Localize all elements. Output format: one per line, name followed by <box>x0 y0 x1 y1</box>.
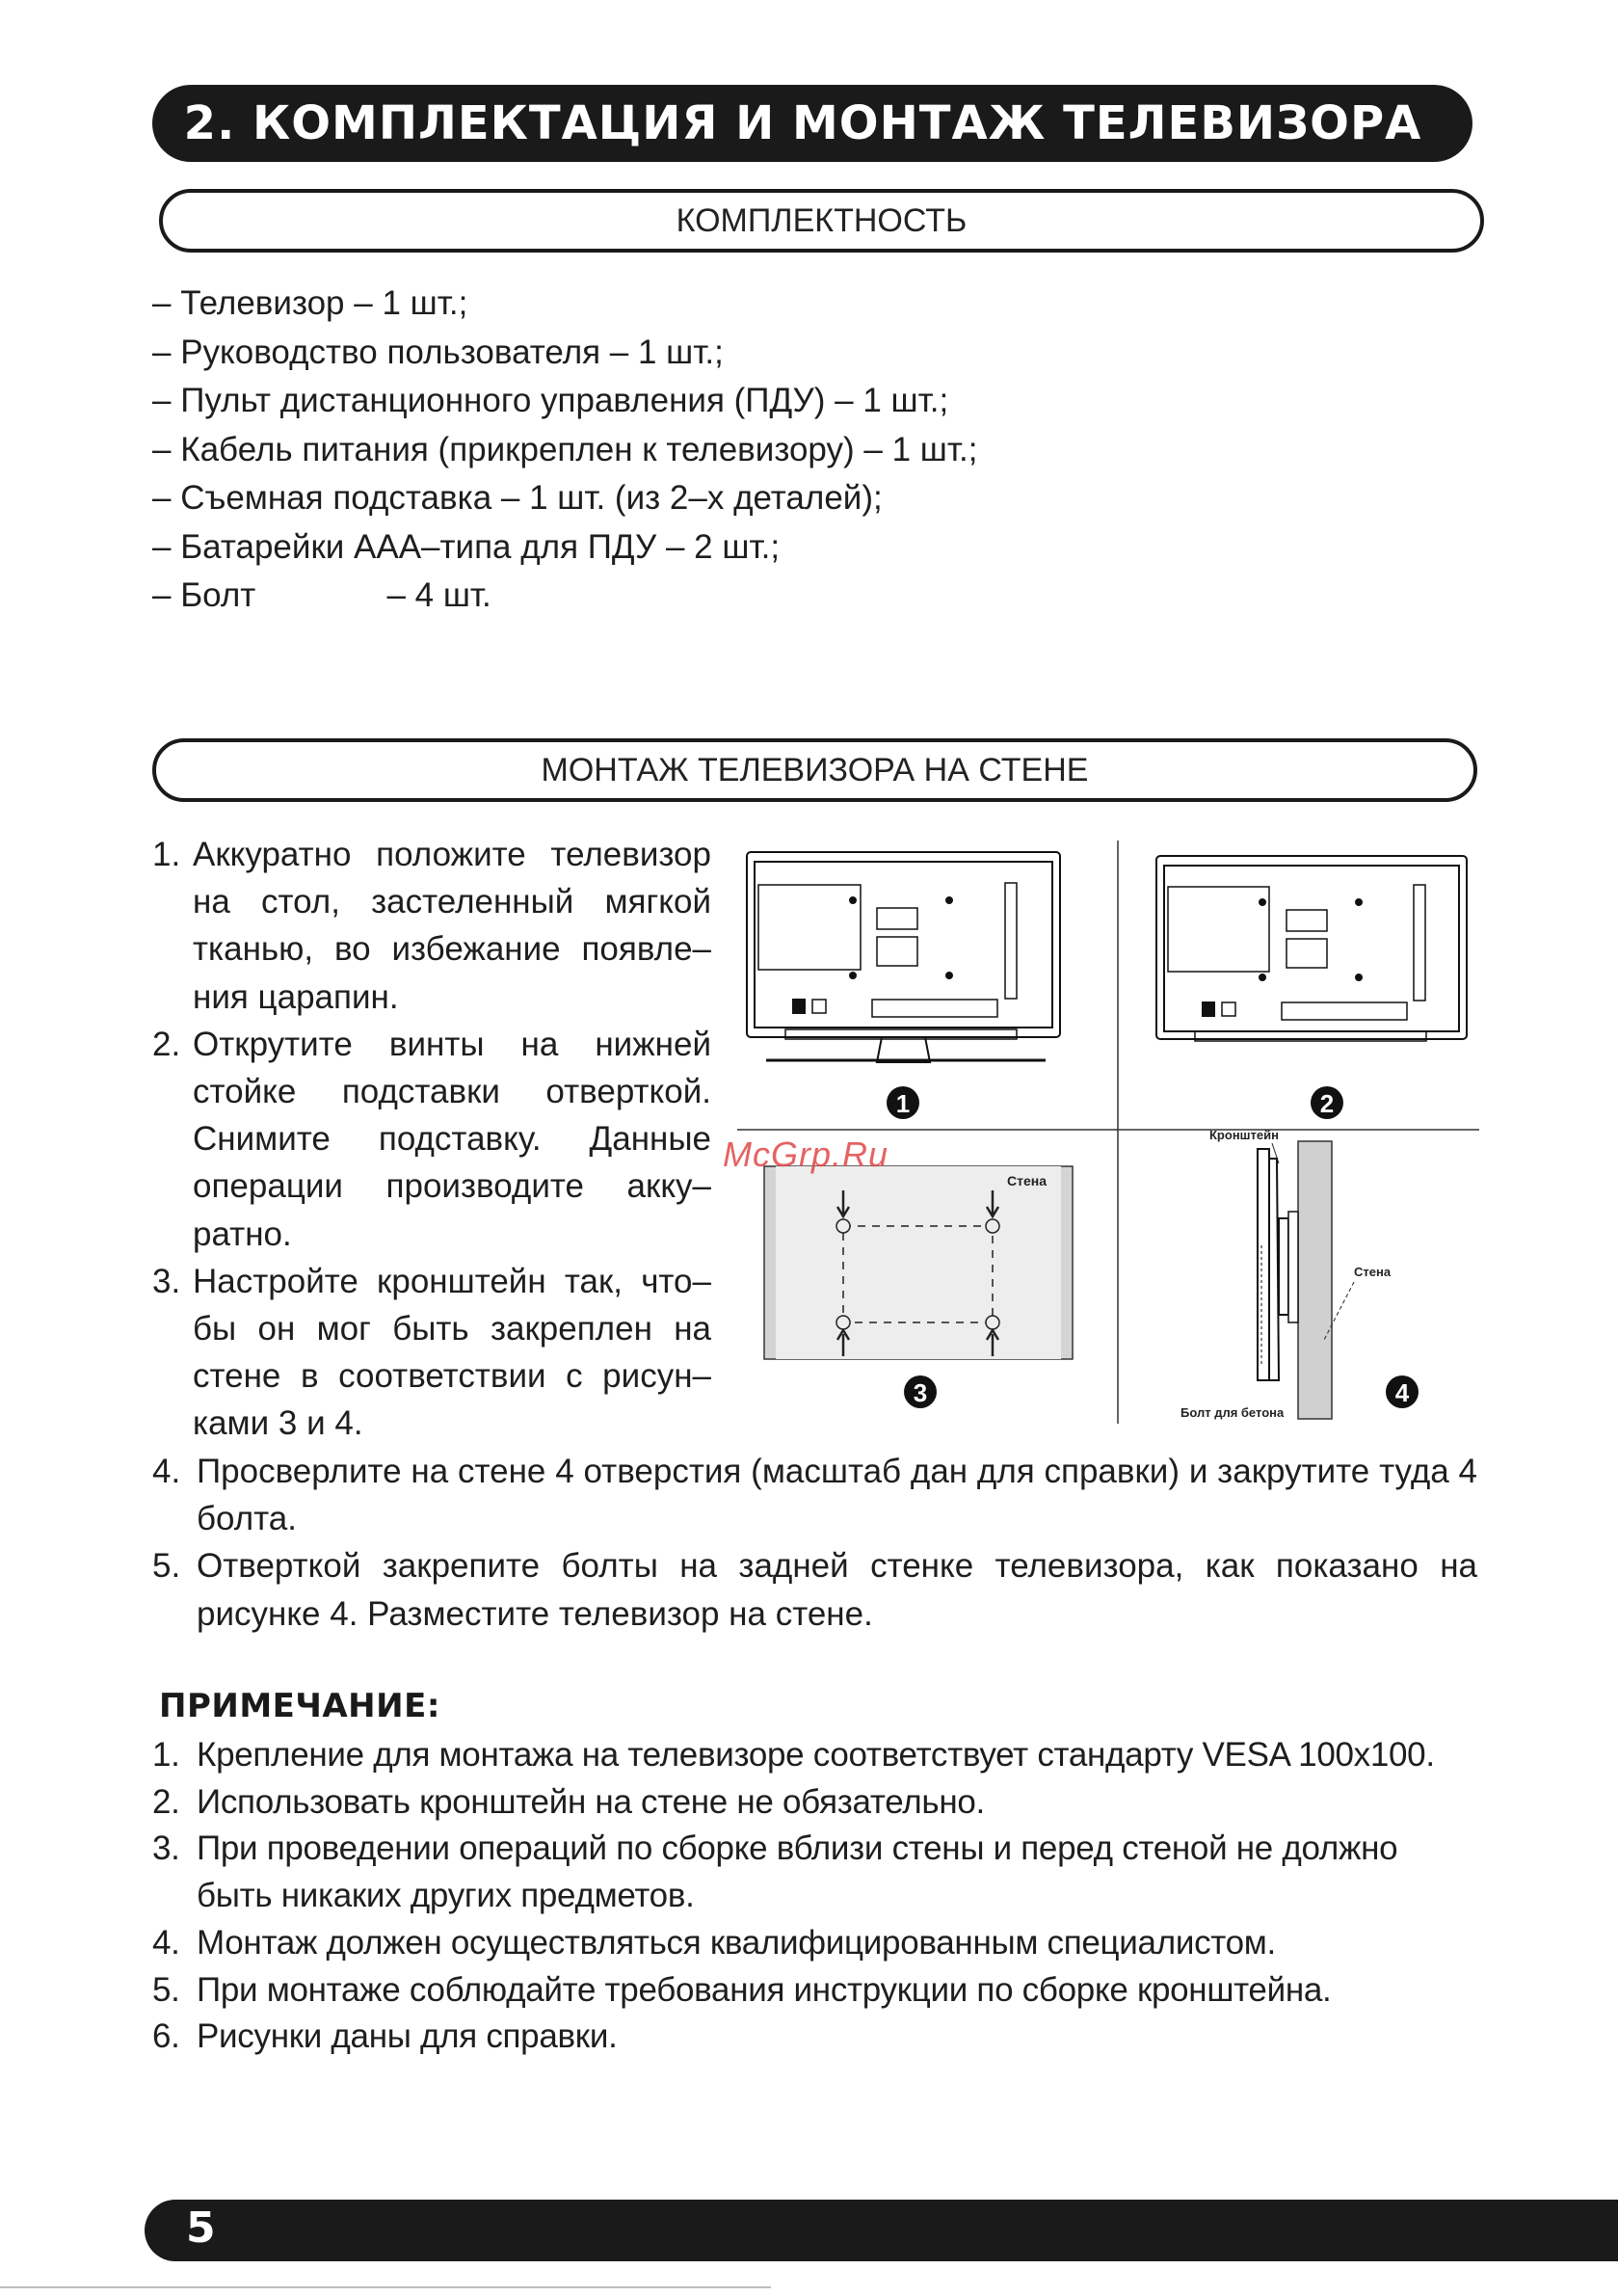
step-number: 5. <box>152 1547 181 1586</box>
tv-back-without-stand <box>1156 856 1467 1041</box>
page-title: 2. КОМПЛЕКТАЦИЯ И МОНТАЖ ТЕЛЕВИЗОРА <box>152 85 1472 162</box>
list-item: – Кабель питания (прикреплен к телевизору) – 1 шт.; <box>152 430 978 468</box>
mount-steps-wide <box>152 1448 1477 1638</box>
bottom-divider <box>0 2286 771 2288</box>
note-number: 3. <box>152 1829 180 1868</box>
list-item: – Съемная подставка – 1 шт. (из 2–х деталей); <box>152 479 883 517</box>
step-text: Аккуратно положите телевизор на стол, застеленный мягкой тканью, во избежание появле– ния царапин. <box>193 836 711 1016</box>
step-text: Просверлите на стене 4 отверстия (масштаб дан для справки) и закрутите туда 4 болта. <box>197 1453 1477 1538</box>
step-item <box>152 1542 1477 1637</box>
step-number: 3. <box>152 1262 181 1300</box>
note-item <box>152 1779 1482 1827</box>
note-item <box>152 1967 1482 2015</box>
bolt-label: Болт для бетона <box>1180 1405 1285 1420</box>
mount-steps <box>152 831 711 1448</box>
note-list <box>152 1732 1482 2061</box>
note-number: 2. <box>152 1782 180 1821</box>
note-text: Использовать кронштейн на стене не обязательно. <box>197 1782 985 1821</box>
step-number: 1. <box>152 836 181 873</box>
wall-section <box>1298 1141 1332 1419</box>
step-text: Настройте кронштейн так, что– бы он мог быть закреплен на стене в соответствии с рисун– ками 3 и 4. <box>193 1262 711 1443</box>
list-item: – Болт – 4 шт. <box>152 576 491 614</box>
list-item: – Батарейки ААА–типа для ПДУ – 2 шт.; <box>152 527 781 566</box>
step-text: Открутите винты на нижней стойке подставки отверткой. Снимите подставку. Данные операции производите акку– ратно. <box>193 1025 711 1253</box>
section-title-mount: МОНТАЖ ТЕЛЕВИЗОРА НА СТЕНЕ <box>541 751 1089 788</box>
note-title: ПРИМЕЧАНИЕ: <box>159 1687 440 1725</box>
watermark: McGrp.Ru <box>723 1135 889 1174</box>
note-item <box>152 1920 1482 1967</box>
step-item <box>152 831 711 1021</box>
section-header-mount <box>152 738 1477 802</box>
figure-number: 2 <box>1319 1089 1335 1118</box>
page-number: 5 <box>186 2203 216 2253</box>
figure-number: 4 <box>1394 1378 1410 1407</box>
note-item <box>152 2014 1482 2061</box>
bracket-label: Кронштейн <box>1209 1128 1279 1142</box>
step-item <box>152 1448 1477 1542</box>
contents-list <box>152 280 1116 621</box>
note-text: Крепление для монтажа на телевизоре соответствует стандарту VESA 100x100. <box>197 1736 1435 1774</box>
section-header-contents <box>159 189 1484 253</box>
list-item: – Пульт дистанционного управления (ПДУ) – 1 шт.; <box>152 382 949 419</box>
step-item <box>152 1258 711 1448</box>
figure-number: 3 <box>913 1378 928 1407</box>
note-text: Рисунки даны для справки. <box>197 2017 618 2056</box>
footer-bar <box>145 2200 1618 2261</box>
note-item <box>152 1732 1482 1779</box>
step-item <box>152 1021 711 1258</box>
wall-label: Стена <box>1007 1173 1047 1188</box>
figure-number: 1 <box>895 1089 911 1118</box>
list-item: – Телевизор – 1 шт.; <box>152 284 468 322</box>
note-number: 6. <box>152 2017 180 2056</box>
note-text: Монтаж должен осуществляться квалифицированным специалистом. <box>197 1923 1276 1962</box>
note-text: При монтаже соблюдайте требования инструкции по сборке кронштейна. <box>197 1970 1332 2009</box>
step-number: 4. <box>152 1453 181 1490</box>
note-number: 5. <box>152 1970 180 2009</box>
step-text: Отверткой закрепите болты на задней стенке телевизора, как показано на рисунке 4. Разместите телевизор на стене. <box>197 1547 1477 1633</box>
list-item: – Руководство пользователя – 1 шт.; <box>152 333 724 371</box>
tv-back-with-stand <box>747 852 1060 1062</box>
note-number: 1. <box>152 1736 180 1774</box>
note-number: 4. <box>152 1923 180 1962</box>
wall-panel-face <box>776 1166 1061 1359</box>
note-item <box>152 1826 1482 1919</box>
wall-label-side: Стена <box>1354 1265 1392 1279</box>
tv-side-view <box>1258 1149 1298 1380</box>
note-text: При проведении операций по сборке вблизи стены и перед стеной не должно быть никаких других предметов. <box>197 1829 1398 1915</box>
step-number: 2. <box>152 1025 181 1063</box>
section-title-contents: КОМПЛЕКТНОСТЬ <box>676 201 968 239</box>
